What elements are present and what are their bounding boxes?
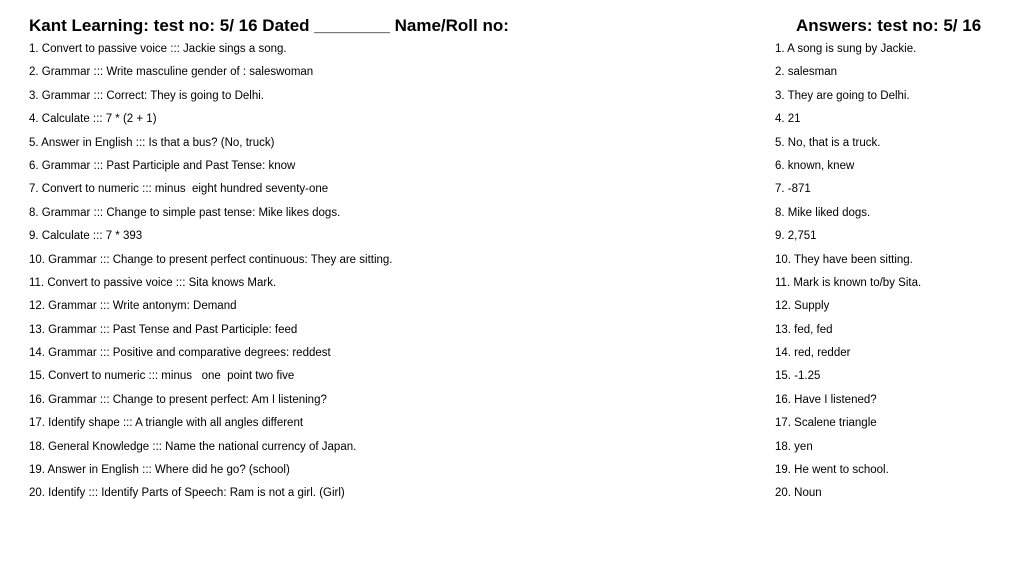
answer-item: 13. fed, fed [775, 323, 833, 336]
test-title: Kant Learning: test no: 5/ 16 Dated ________ Name/Roll no: [29, 16, 509, 35]
answers-title: Answers: test no: 5/ 16 [796, 16, 982, 35]
answer-item: 14. red, redder [775, 347, 851, 360]
answer-item: 3. They are going to Delhi. [775, 89, 910, 102]
question-item: 6. Grammar ::: Past Participle and Past Tense: know [29, 159, 296, 172]
answer-item: 17. Scalene triangle [775, 417, 877, 430]
question-item: 19. Answer in English ::: Where did he go? (school) [29, 464, 290, 477]
question-item: 3. Grammar ::: Correct: They is going to Delhi. [29, 89, 264, 102]
answer-item: 8. Mike liked dogs. [775, 206, 871, 219]
question-item: 15. Convert to numeric ::: minus one point two five [29, 370, 295, 383]
question-item: 2. Grammar ::: Write masculine gender of : saleswoman [29, 66, 314, 79]
question-item: 4. Calculate ::: 7 * (2 + 1) [29, 113, 157, 126]
answer-item: 12. Supply [775, 300, 830, 313]
question-item: 13. Grammar ::: Past Tense and Past Participle: feed [29, 323, 298, 336]
answer-item: 19. He went to school. [775, 464, 889, 477]
answer-item: 20. Noun [775, 487, 822, 500]
question-item: 20. Identify ::: Identify Parts of Speech: Ram is not a girl. (Girl) [29, 487, 345, 500]
answer-item: 15. -1.25 [775, 370, 821, 383]
answer-item: 1. A song is sung by Jackie. [775, 43, 917, 55]
question-item: 1. Convert to passive voice ::: Jackie sings a song. [29, 43, 287, 55]
question-item: 7. Convert to numeric ::: minus eight hundred seventy-one [29, 183, 329, 196]
answer-item: 7. -871 [775, 183, 811, 196]
answer-item: 10. They have been sitting. [775, 253, 913, 266]
answer-item: 11. Mark is known to/by Sita. [775, 276, 922, 289]
answer-item: 2. salesman [775, 66, 838, 79]
question-item: 16. Grammar ::: Change to present perfect: Am I listening? [29, 393, 327, 406]
question-list [29, 42, 729, 510]
answer-item: 6. known, knew [775, 159, 855, 172]
answer-item: 18. yen [775, 440, 813, 453]
question-item: 5. Answer in English ::: Is that a bus? (No, truck) [29, 136, 275, 149]
answer-item: 5. No, that is a truck. [775, 136, 881, 149]
question-item: 18. General Knowledge ::: Name the national currency of Japan. [29, 440, 357, 453]
answer-item: 4. 21 [775, 113, 801, 126]
question-item: 14. Grammar ::: Positive and comparative degrees: reddest [29, 347, 331, 360]
question-item: 9. Calculate ::: 7 * 393 [29, 230, 143, 243]
answer-item: 9. 2,751 [775, 230, 817, 243]
question-item: 17. Identify shape ::: A triangle with all angles different [29, 417, 304, 430]
question-item: 10. Grammar ::: Change to present perfect continuous: They are sitting. [29, 253, 393, 266]
question-item: 11. Convert to passive voice ::: Sita knows Mark. [29, 276, 277, 289]
answer-item: 16. Have I listened? [775, 393, 877, 406]
question-item: 12. Grammar ::: Write antonym: Demand [29, 300, 237, 313]
answer-list [775, 42, 1015, 510]
question-item: 8. Grammar ::: Change to simple past tense: Mike likes dogs. [29, 206, 341, 219]
